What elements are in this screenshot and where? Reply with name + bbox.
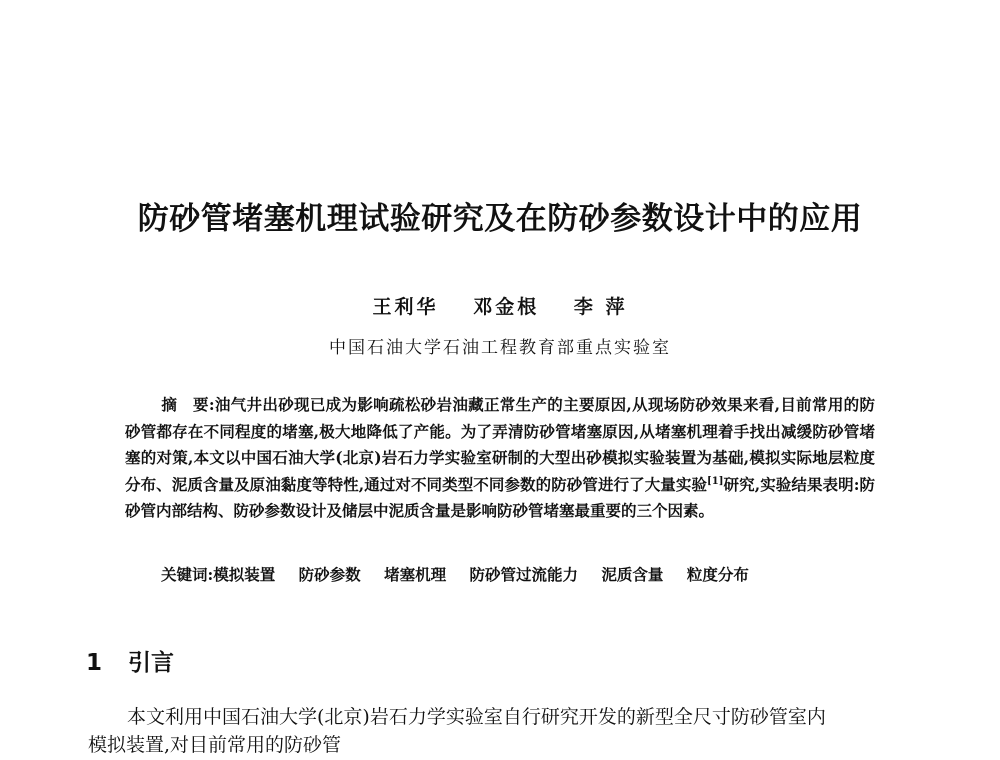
keyword: 泥质含量 (601, 565, 664, 584)
body-paragraph-line: 本文利用中国石油大学(北京)岩石力学实验室自行研究开发的新型全尺寸防砂管室内 (127, 706, 826, 728)
citation-marker[interactable]: [1] (707, 475, 724, 487)
paper-title: 防砂管堵塞机理试验研究及在防砂参数设计中的应用 (137, 201, 863, 237)
section-title: 引言 (128, 650, 174, 676)
author-name: 李 萍 (573, 296, 628, 318)
section-heading (86, 644, 174, 677)
keyword: 防砂参数 (298, 565, 361, 584)
author-name: 邓金根 (473, 296, 540, 318)
abstract-text-continued: 研究,实验结果表明:防砂管内部结构、防砂参数设计及储层中泥质含量是影响防砂管堵塞最重要的三个因素。 (125, 474, 875, 520)
keywords-label: 关键词: (161, 565, 214, 584)
abstract-label: 摘 要: (161, 395, 215, 414)
affiliation: 中国石油大学石油工程教育部重点实验室 (329, 338, 671, 358)
keyword: 粒度分布 (686, 565, 749, 584)
author-name: 王利华 (372, 296, 439, 318)
keyword: 防砂管过流能力 (469, 565, 579, 584)
keyword: 模拟装置 (213, 565, 276, 584)
keyword: 堵塞机理 (384, 565, 447, 584)
body-paragraph-line: 模拟装置,对目前常用的防砂管 (88, 734, 342, 756)
section-number: 1 (86, 650, 103, 676)
author-list (0, 292, 1000, 319)
abstract-text: 油气井出砂现已成为影响疏松砂岩油藏正常生产的主要原因,从现场防砂效果来看,目前常用的防砂管都存在不同程度的堵塞,极大地降低了产能。为了弄清防砂管堵塞原因,从堵塞机理着手找出减缓防砂管堵塞的对策,本文以中国石油大学(北京)岩石力学实验室研制的大型出砂模拟实验装置为基础,模拟实际地层粒度分布、泥质含量及原油黏度等特性,通过对不同类型不同参数的防砂管进行了大量实验 (125, 395, 875, 494)
abstract (125, 392, 875, 525)
keywords (161, 563, 881, 585)
